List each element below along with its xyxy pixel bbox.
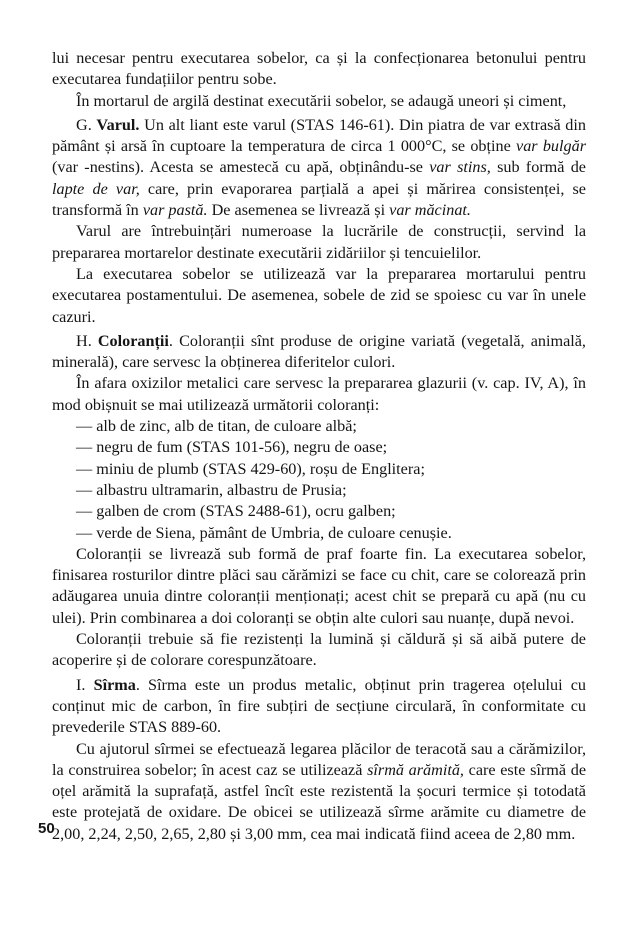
colorant-list [52, 416, 586, 544]
section-g-lime [52, 115, 586, 221]
term-italic: lapte de var, [52, 179, 140, 198]
list-item: — verde de Siena, pământ de Umbria, de culoare cenușie. [76, 523, 452, 542]
paragraph-text: . Coloranții sînt produse de origine variată (vegetală, animală, minerală), care servesc la obținerea diferitelor culori. [52, 331, 586, 372]
paragraph-lime-stoves [52, 264, 586, 328]
paragraph-text: care, prin evaporarea parțială a apei și mărirea consistenței, se transformă în [52, 179, 586, 220]
paragraph-text: De asemenea se livrează și [207, 201, 390, 220]
section-h-colorants [52, 331, 586, 374]
paragraph-text: La executarea sobelor se utilizează var la prepararea mortarului pentru executarea postamentului. De asemenea, sobele de zid se spoiesc cu var în unele cazuri. [52, 264, 586, 326]
paragraph-text: (var -nestins). Acesta se amestecă cu apă, obținându-se [52, 158, 430, 177]
section-letter: G. [76, 115, 97, 134]
paragraph-text: lui necesar pentru executarea sobelor, ca și la confecționarea betonului pentru executarea fundațiilor pentru sobe. [52, 49, 586, 89]
section-heading: Coloranții [97, 331, 169, 350]
paragraph-text: care este sîrmă de oțel arămită la suprafață, astfel încît este rezistentă la șocuri termice și totodată este protejată de oxidare. De obicei se utilizează sîrme arămite cu diametre de 2,00, 2,24, 2,50, 2,65, 2,80 și 3,00 mm, cea mai indicată fiind aceea de 2,80 mm. [52, 760, 587, 843]
paragraph-text: Varul are întrebuințări numeroase la lucrările de construcții, servind la prepararea mortarelor destinate executării zidăriilor și tencuielilor. [52, 222, 586, 262]
section-letter: I. [76, 675, 94, 694]
term-italic: var bulgăr [516, 137, 587, 156]
list-item: — albastru ultramarin, albastru de Prusia; [76, 480, 347, 499]
section-heading: Sîrma [93, 675, 136, 694]
list-item: — galben de crom (STAS 2488-61), ocru galben; [76, 502, 396, 521]
paragraph-text: Un alt liant este varul (STAS 146-61). Din piatra de var extrasă din pământ și arsă în cuptoare la temperatura de circa 1 000°C, se obține [52, 115, 586, 156]
term-italic: sîrmă arămită, [367, 760, 464, 779]
term-italic: var stins, [429, 158, 491, 177]
paragraph-clay-mortar [52, 91, 586, 112]
section-i-wire [52, 675, 586, 739]
list-item: — miniu de plumb (STAS 429-60), roșu de Englitera; [76, 459, 425, 478]
paragraph-lime-uses [52, 221, 586, 264]
paragraph-wire-usage [52, 739, 586, 845]
paragraph-text: Coloranții se livrează sub formă de praf foarte fin. La executarea sobelor, finisarea rosturilor dintre plăci sau cărămizi se face cu chit, care se colorează prin adăugarea unuia dintre coloranții menționați; acest chit se prepară cu apă (nu cu ulei). Prin combinarea a doi coloranți se obțin alte culori sau nuanțe, după nevoi. [52, 544, 586, 627]
paragraph-text: sub formă de [490, 158, 586, 177]
list-item: — negru de fum (STAS 101-56), negru de oase; [76, 438, 388, 457]
section-letter: H. [76, 331, 98, 350]
paragraph-colorants-delivery [52, 544, 586, 629]
paragraph-text: . Sîrma este un produs metalic, obținut prin tragerea oțelului cu conținut mic de carbon, în fire subțiri de secțiune circulară, în conformitate cu prevederile STAS 889-60. [52, 675, 586, 737]
section-heading: Varul. [96, 115, 140, 134]
term-italic: var pastă. [142, 201, 208, 220]
page-number: 50 [38, 820, 55, 837]
paragraph-text: Coloranții trebuie să fie rezistenți la lumină și căldură și să aibă putere de acoperire și de colorare corespunzătoare. [52, 630, 586, 670]
page-body [52, 48, 586, 845]
list-item: — alb de zinc, alb de titan, de culoare albă; [76, 417, 357, 436]
paragraph-continuation [52, 48, 586, 91]
paragraph-colorants-requirements [52, 629, 586, 672]
paragraph-text: Cu ajutorul sîrmei se efectuează legarea plăcilor de teracotă sau a cărămizilor, la construirea sobelor; în acest caz se utilizează [52, 739, 586, 779]
paragraph-text: În afara oxizilor metalici care servesc la prepararea glazurii (v. cap. IV, A), în mod obișnuit se mai utilizează următorii coloranți: [52, 374, 586, 414]
term-italic: var măcinat. [389, 201, 471, 220]
paragraph-colorants-list-intro [52, 373, 586, 416]
paragraph-text: În mortarul de argilă destinat executării sobelor, se adaugă uneori și ciment, [76, 91, 567, 110]
